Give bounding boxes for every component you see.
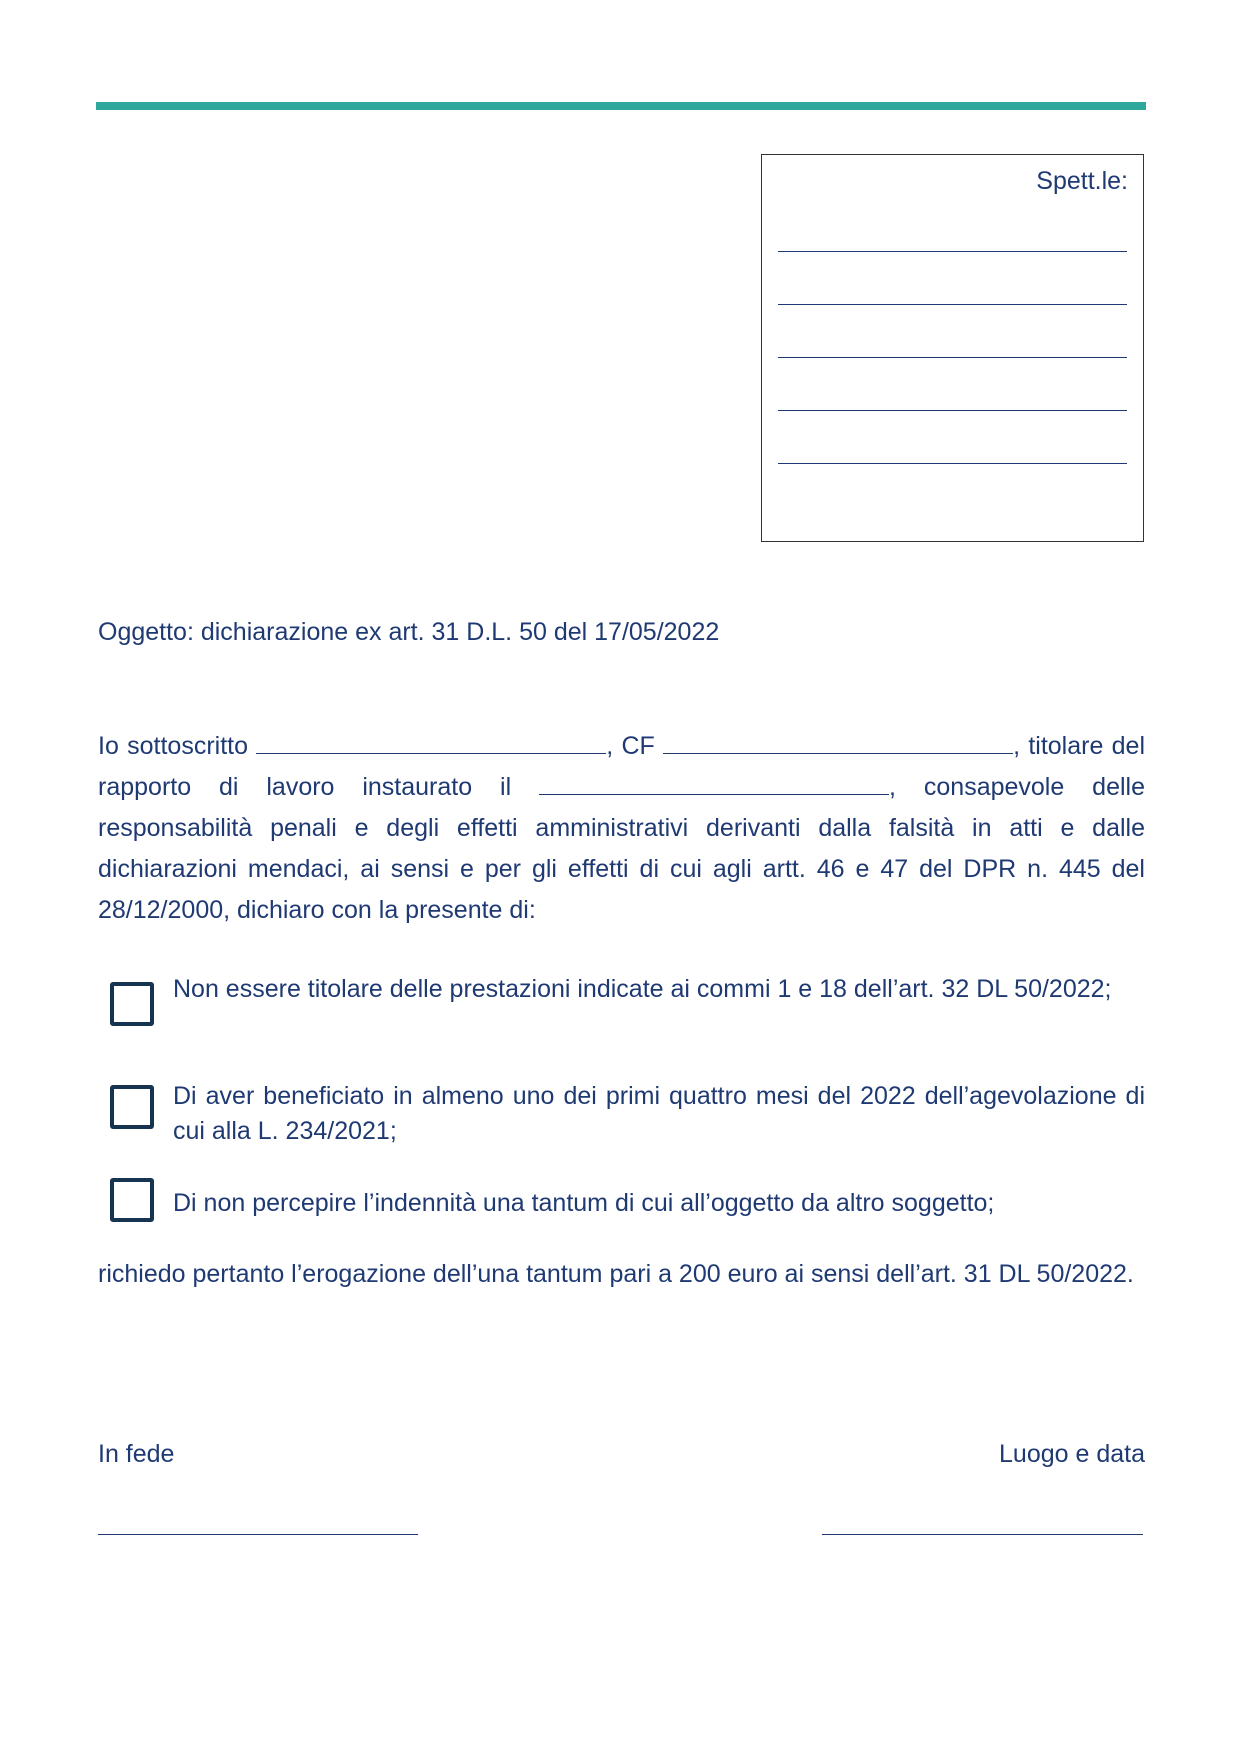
place-date-label: Luogo e data [999, 1440, 1145, 1468]
recipient-line[interactable] [778, 304, 1127, 305]
signature-label: In fede [98, 1440, 175, 1468]
option-text-1: Non essere titolare delle prestazioni indicate ai commi 1 e 18 dell’art. 32 DL 50/2022; [173, 975, 1112, 1003]
recipient-label: Spett.le: [1036, 167, 1128, 195]
cf-field[interactable] [663, 731, 1013, 754]
declaration-body: , consapevole delle responsabilità penali e degli effetti amministrativi derivanti dalla falsità in atti e dalle dichiarazioni mendaci, ai sensi e per gli effetti di cui agli artt. 46 e 47 del DPR n. 445 del 28/12/2000, dichiaro con la presente di: [98, 773, 1145, 924]
option-checkbox-2[interactable] [110, 1085, 154, 1129]
recipient-line[interactable] [778, 410, 1127, 411]
option-checkbox-3[interactable] [110, 1178, 154, 1222]
option-text-3: Di non percepire l’indennità una tantum di cui all’oggetto da altro soggetto; [173, 1189, 995, 1217]
place-date-line[interactable] [822, 1534, 1143, 1535]
cf-label: , CF [606, 732, 655, 760]
intro-text: Io sottoscritto [98, 732, 248, 760]
recipient-line[interactable] [778, 463, 1127, 464]
name-field[interactable] [256, 731, 606, 754]
declaration-paragraph [98, 726, 1145, 931]
recipient-line[interactable] [778, 357, 1127, 358]
option-checkbox-1[interactable] [110, 982, 154, 1026]
titolare-text: , titolare del rapporto di lavoro instaurato il [98, 732, 1145, 801]
option-text-2: Di aver beneficiato in almeno uno dei primi quattro mesi del 2022 dell’agevolazione di cui alla L. 234/2021; [173, 1082, 1145, 1145]
recipient-box [761, 154, 1144, 542]
subject-line: Oggetto: dichiarazione ex art. 31 D.L. 50 del 17/05/2022 [98, 618, 720, 646]
request-paragraph: richiedo pertanto l’erogazione dell’una tantum pari a 200 euro ai sensi dell’art. 31 DL 50/2022. [98, 1260, 1134, 1288]
recipient-line[interactable] [778, 251, 1127, 252]
accent-bar [96, 102, 1146, 110]
signature-line[interactable] [98, 1534, 418, 1535]
date-field[interactable] [539, 772, 889, 795]
